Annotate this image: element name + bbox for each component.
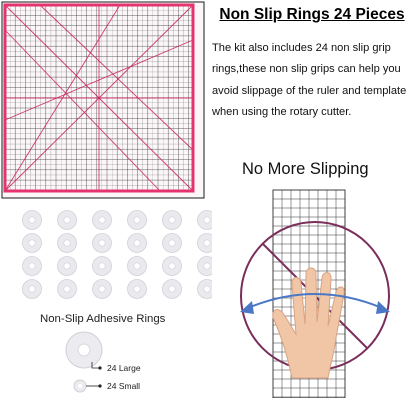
ring-icon (128, 280, 147, 299)
ring-icon (163, 211, 182, 230)
description-line: when using the rotary cutter. (212, 106, 352, 119)
no-slipping-title: No More Slipping (242, 160, 369, 178)
ring-icon (93, 280, 112, 299)
large-size-label: 24 Large (107, 363, 141, 373)
ring-icon (23, 234, 42, 253)
ring-icon (198, 234, 213, 253)
large-ring-icon (66, 332, 102, 368)
ring-icon (163, 257, 182, 276)
ring-icon (58, 234, 77, 253)
ring-icon (128, 211, 147, 230)
ring-icon (23, 211, 42, 230)
ring-icon (23, 257, 42, 276)
description-line: avoid slippage of the ruler and template (212, 84, 407, 97)
small-ring-icon (74, 380, 86, 392)
ruler-diagonal-lines (5, 5, 193, 191)
section-title: Non Slip Rings 24 Pieces (219, 6, 405, 23)
no-slipping-illustration (230, 188, 400, 398)
ring-icon (23, 280, 42, 299)
ring-icon (93, 234, 112, 253)
rings-label: Non-Slip Adhesive Rings (40, 313, 166, 325)
ring-icon (58, 257, 77, 276)
description-line: rings,these non slip grips can help you (212, 63, 401, 76)
description-line: The kit also includes 24 non slip grip (212, 42, 391, 54)
ring-icon (163, 234, 182, 253)
square-ruler-image (0, 0, 206, 200)
ring-icon (93, 257, 112, 276)
ring-icon (128, 257, 147, 276)
product-description (212, 38, 416, 124)
ring-icon (198, 257, 213, 276)
ring-icon (93, 211, 112, 230)
ring-icon (198, 280, 213, 299)
ring-icon (198, 211, 213, 230)
rings-grid (12, 208, 212, 303)
small-pointer-dot (98, 384, 101, 387)
ring-icon (58, 211, 77, 230)
small-size-label: 24 Small (107, 381, 141, 391)
large-pointer-dot (98, 366, 101, 369)
ring-icon (128, 234, 147, 253)
ring-icon (163, 280, 182, 299)
ring-icon (58, 280, 77, 299)
